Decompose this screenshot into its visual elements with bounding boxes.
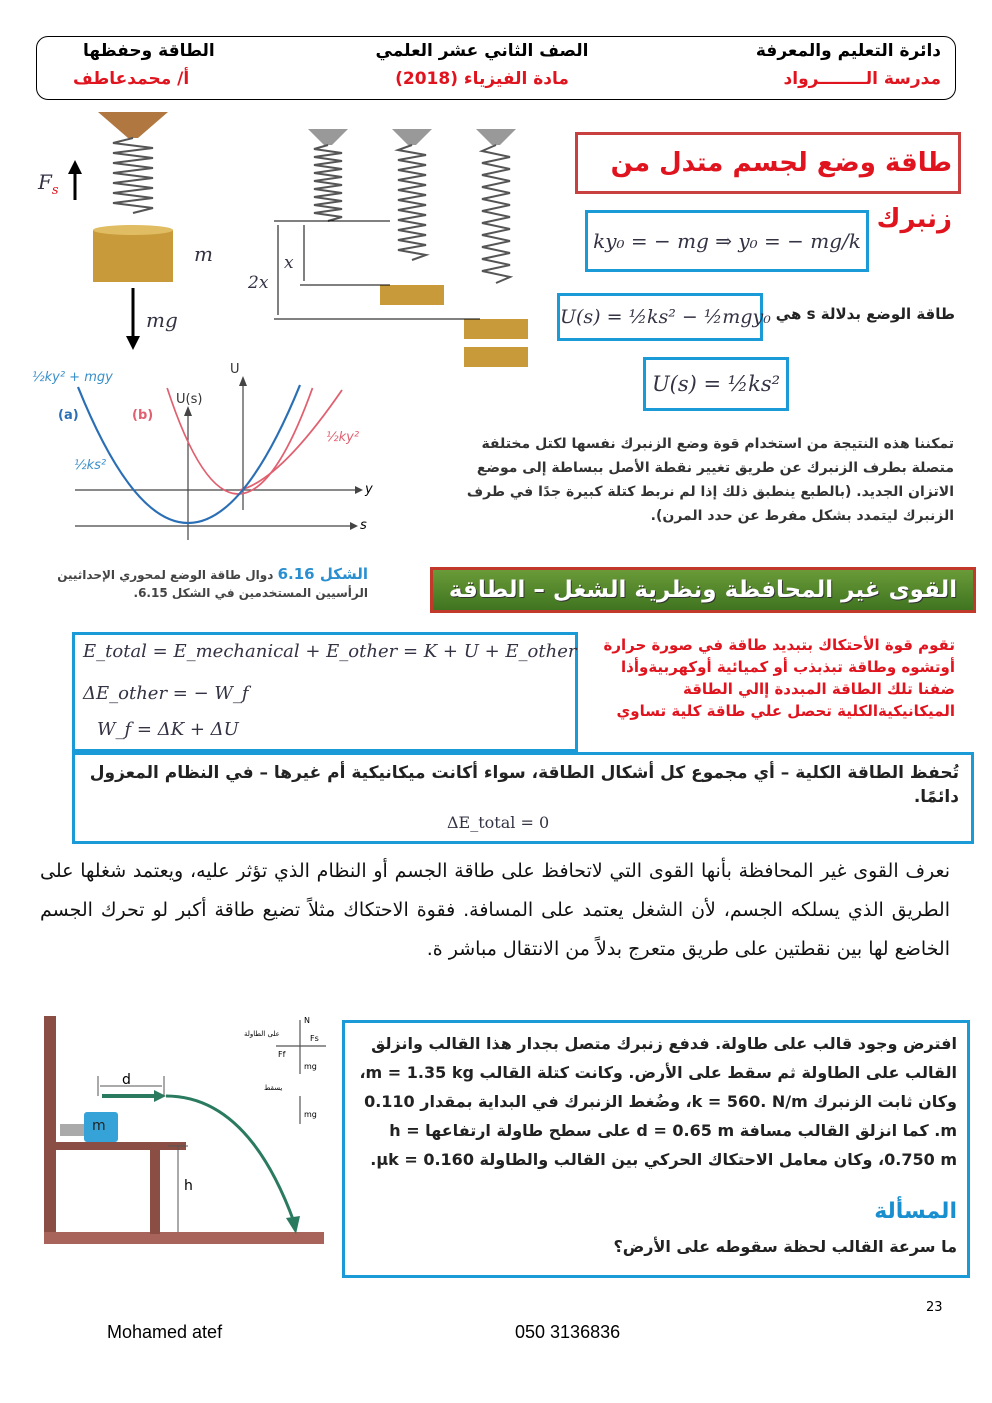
s-axis-label: s: [360, 518, 367, 533]
block-table-figure: [38, 1012, 328, 1257]
spring-force-label: Fs: [310, 1034, 319, 1043]
normal-force-label: N: [304, 1016, 310, 1025]
header-grade: الصف الثاني عشر العلمي: [375, 41, 589, 61]
potential-energy-graph: [30, 360, 380, 610]
curve-b-label: (b): [132, 408, 154, 423]
friction-force-label: Ff: [278, 1050, 286, 1059]
problem-heading: المسألة: [874, 1199, 957, 1224]
weight-label: mg: [304, 1062, 317, 1071]
curve-a-label: (a): [58, 408, 79, 423]
y-axis-label: y: [365, 482, 373, 497]
on-table-label: على الطاولة: [244, 1030, 280, 1038]
falling-label: يسقط: [264, 1084, 283, 1092]
equation-us-full: U(s) = ½ks² − ½mgy₀: [557, 293, 763, 341]
figure-caption: الشكل 6.16 دوال طاقة الوضع لمحوري الإحداثيين الرأسيين المستخدمين في الشكل 6.15.: [57, 565, 368, 600]
us-axis-label: U(s): [176, 392, 203, 407]
conservation-box: [72, 752, 974, 844]
2x-label: 2x: [248, 273, 269, 293]
eq2-label: طاقة الوضع بدلالة s هي: [775, 305, 955, 323]
section1-paragraph: تمكننا هذه النتيجة من استخدام قوة وضع الزنبرك نفسها لكتل مختلفة متصلة بطرف الزنبرك عن طريق تغيير نقطة الأصل ببساطة إلى موضع الاتزان الجديد. (بالطبع ينطبق ذلك إذا لم نربط كتلة كبيرة جدًا في طرف الزنبرك ليتمدد بشكل مفرط عن حدد المرن).: [466, 436, 954, 524]
spring-mass-figure: [30, 108, 230, 358]
m-label: m: [194, 242, 213, 266]
equation-equilibrium: ky₀ = − mg ⇒ y₀ = − mg/k: [585, 210, 869, 272]
weight-label-falling: mg: [304, 1110, 317, 1119]
eq-other-energy: ΔE_other = − W_f: [83, 683, 249, 704]
conservation-statement: تُحفظ الطاقة الكلية – أي مجموع كل أشكال الطاقة، سواء أكانت ميكانيكية أم غيرها – في النظام المعزول دائمًا.: [89, 763, 959, 807]
section2-banner: القوى غير المحافظة ونظرية الشغل – الطاقة: [430, 567, 976, 613]
ky-label: ½ky²: [326, 430, 360, 445]
problem-question: ما سرعة القالب لحظة سقوطه على الأرض؟: [613, 1237, 957, 1256]
page-number: 23: [926, 1300, 943, 1315]
x-label: x: [284, 253, 294, 273]
fs-label: $F_s$: [38, 170, 59, 198]
eq-total-energy: E_total = E_mechanical + E_other = K + U + E_other: [83, 641, 577, 662]
section-title: طاقة وضع لجسم متدل من زنبرك: [575, 132, 961, 194]
header-department: دائرة التعليم والمعرفة: [755, 41, 941, 61]
mg-label: mg: [146, 308, 178, 332]
block-m-label: m: [92, 1118, 106, 1134]
three-springs-figure: [240, 125, 540, 375]
header-school: مدرسة الــــــــرواد: [783, 69, 941, 89]
problem-text: افترض وجود قالب على طاولة. فدفع زنبرك متصل بجدار هذا القالب وانزلق القالب على الطاولة ثم سقط على الأرض. وكانت كتلة القالب m = 1.35 kg، وكان ثابت الزنبرك k = 560. N/m، وضُغط الزنبرك في البداية بمقدار 0.110 m. كما انزلق القالب مسافة d = 0.65 m على سطح طاولة ارتفاعها h = 0.750 m، وكان معامل الاحتكاك الحركي بين القالب والطاولة μk = 0.160.: [359, 1034, 957, 1169]
header-box: [36, 36, 956, 100]
curve-a-formula: ½ky² + mgy: [32, 370, 113, 385]
header-subject: مادة الفيزياء (2018): [395, 69, 569, 89]
header-teacher: أ/ محمدعاطف: [73, 69, 190, 89]
nonconservative-paragraph: نعرف القوى غير المحافظة بأنها القوى التي لاتحافظ على طاقة الجسم أو النظام الذي تؤثر عليه، ويعتمد شغلها على الطريق الذي يسلكه الجسم، لأن الشغل يعتمد على المسافة. فقوة الاحتكاك مثلاً تضيع طاقة أكبر لو تحرك الجسم الخاضع لها بين نقطتين على طريق متعرج بدلاً من الانتقال مباشر ة.: [40, 860, 950, 960]
eq-friction-work: W_f = ΔK + ΔU: [97, 719, 239, 740]
d-label: d: [122, 1072, 131, 1088]
footer-phone: 050 3136836: [515, 1322, 621, 1342]
ks-label: ½ks²: [74, 458, 107, 473]
equation-us-simple: U(s) = ½ks²: [643, 357, 789, 411]
problem-box: [342, 1020, 970, 1278]
friction-note: تقوم قوة الأحتكاك بتبديد طاقة في صورة حرارة أوتشوه وطاقة تبذبذب أو كميائية أوكهربيةوأذا ضفنا تلك الطاقة المبددة إالي الطاقة الميكانيكيةالكلية تحصل علي طاقة كلية تساوي: [603, 636, 955, 720]
energy-equations-box: [72, 632, 578, 752]
footer-author: Mohamed atef: [107, 1322, 223, 1342]
conservation-equation: ΔE_total = 0: [447, 813, 550, 832]
header-topic: الطاقة وحفظها: [83, 41, 215, 61]
u-axis-label: U: [230, 362, 240, 377]
h-label: h: [184, 1178, 193, 1194]
